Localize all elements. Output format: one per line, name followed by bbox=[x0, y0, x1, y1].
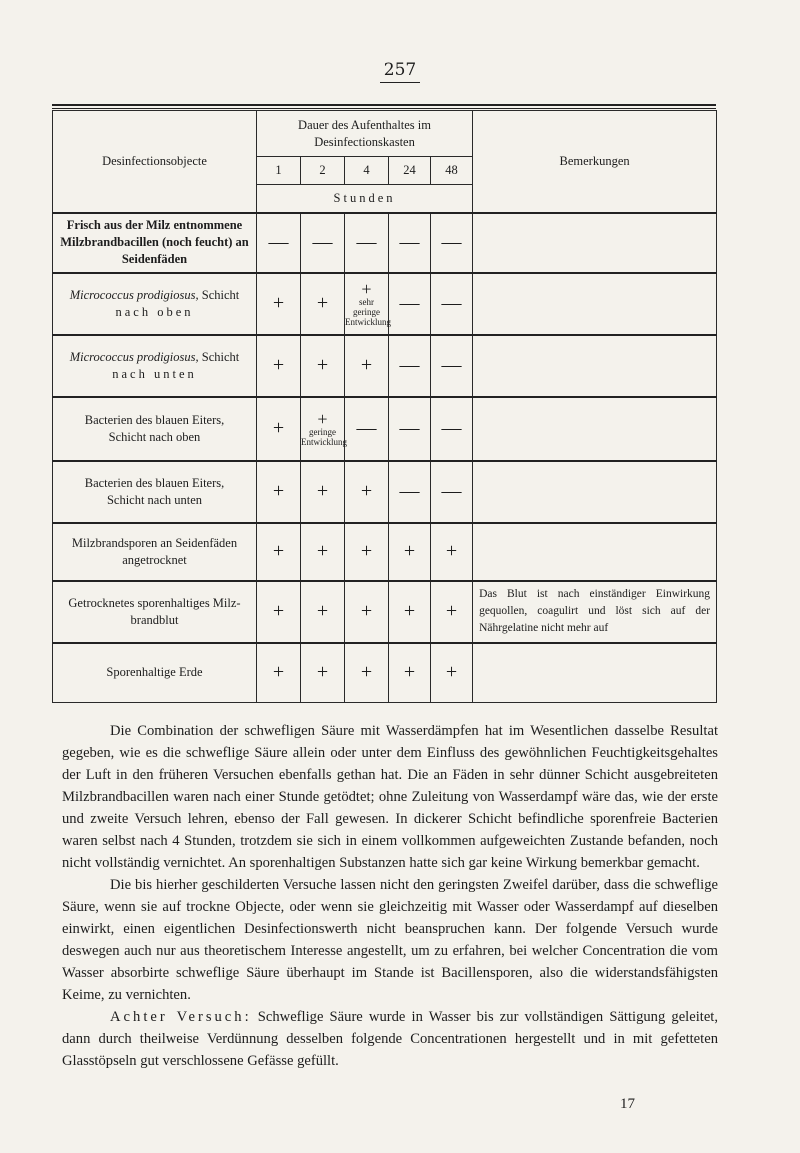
row-remark bbox=[473, 461, 717, 523]
paragraph: Die bis hierher geschilderten Versuche lassen nicht den geringsten Zweifel darüber, dass die schweflige Säure, wenn sie auf trockne Objecte, oder wenn sie gleichzeitig mit Wasser oder Wasserdampf auf dieselben einwirkt, einen eigentlichen Desinfectionswerth nicht beanspruchen kann. Der folgende Versuch wurde deswegen auch nur aus theoretischem Interesse angestellt, um zu erfahren, bei welcher Concentration die vom Wasser absorbirte schweflige Säure überhaupt im Stande ist Bacillensporen, also die widerstandsfähigsten Keime, zu vernichten. bbox=[62, 877, 718, 1003]
table-row bbox=[53, 581, 717, 643]
cell-value: — bbox=[389, 273, 431, 335]
row-remark bbox=[473, 335, 717, 397]
paragraph: Die Combination der schwefligen Säure mit Wasserdämpfen hat im Wesentlichen dasselbe Resultat gegeben, wie es die schweflige Säure allein oder unter dem Einfluss des gewöhnlichen Feuchtigkeitsgehaltes der Luft in den früheren Versuchen ebenfalls gethan hat. Die an Fäden in sehr dünner Schicht ausgebreiteten Milzbrandbacillen waren nach einer Stunde getödtet; ohne Zuleitung von Wasserdampf wäre das, wie der erste und zweite Versuch lehren, ebenso der Fall gewesen. In dickerer Schicht befindliche sporenfreie Bacterien waren selbst nach 4 Stunden, trotzdem sie sich in einem vollkommen aufgeweichten Zustande befanden, noch nicht vollständig vernichtet. An sporenhaltigen Substanzen hatte sich gar keine Wirkung bemerkbar gemacht. bbox=[62, 723, 718, 871]
cell-value: + bbox=[301, 273, 345, 335]
cell-value: — bbox=[389, 397, 431, 461]
cell-value: + bbox=[431, 581, 473, 643]
cell-value: + sehr geringe Entwicklung bbox=[345, 273, 389, 335]
hour-1: 1 bbox=[257, 157, 301, 185]
row-object: Milzbrandsporen an Seidenfäden angetrocknet bbox=[53, 523, 257, 581]
paragraph bbox=[62, 1006, 718, 1072]
cell-value: + bbox=[345, 335, 389, 397]
row-object: Getrocknetes sporenhaltiges Milz- brandblut bbox=[53, 581, 257, 643]
table-row bbox=[53, 643, 717, 703]
cell-value: + bbox=[301, 461, 345, 523]
cell-value: + bbox=[431, 643, 473, 703]
table-row bbox=[53, 523, 717, 581]
cell-value: + bbox=[389, 643, 431, 703]
cell-value: + bbox=[389, 581, 431, 643]
row-remark bbox=[473, 643, 717, 703]
hour-3: 4 bbox=[345, 157, 389, 185]
cell-value: + bbox=[257, 397, 301, 461]
experiment-lead: Achter Versuch: bbox=[110, 1009, 252, 1025]
hour-4: 24 bbox=[389, 157, 431, 185]
cell-value: + bbox=[301, 643, 345, 703]
cell-value: — bbox=[431, 461, 473, 523]
table-row bbox=[53, 397, 717, 461]
table-top-rule bbox=[52, 104, 716, 106]
row-object: Micrococcus prodigiosus, Schicht nach unten bbox=[53, 335, 257, 397]
body-text bbox=[62, 720, 718, 1072]
cell-value: + bbox=[301, 335, 345, 397]
hour-2: 2 bbox=[301, 157, 345, 185]
row-object: Bacterien des blauen Eiters, Schicht nach oben bbox=[53, 397, 257, 461]
header-duration: Dauer des Aufenthaltes im Desinfectionskasten bbox=[257, 111, 473, 157]
cell-value: + bbox=[345, 523, 389, 581]
table-row bbox=[53, 461, 717, 523]
signature-mark: 17 bbox=[620, 1096, 635, 1112]
cell-value: — bbox=[389, 461, 431, 523]
cell-value: + bbox=[257, 643, 301, 703]
cell-value: — bbox=[431, 397, 473, 461]
cell-value: + bbox=[345, 643, 389, 703]
desinfection-table bbox=[52, 110, 717, 703]
table-row bbox=[53, 335, 717, 397]
row-object: Frisch aus der Milz entnommene Milzbrandbacillen (noch feucht) an Seidenfäden bbox=[53, 213, 257, 273]
page-number: 257 bbox=[0, 60, 800, 83]
cell-value: + geringe Entwicklung bbox=[301, 397, 345, 461]
cell-value: + bbox=[345, 581, 389, 643]
cell-value: — bbox=[345, 213, 389, 273]
hours-unit: Stunden bbox=[257, 185, 473, 213]
cell-value: + bbox=[301, 581, 345, 643]
cell-value: + bbox=[257, 335, 301, 397]
header-remarks: Bemerkungen bbox=[473, 111, 717, 213]
cell-value: + bbox=[345, 461, 389, 523]
cell-value: + bbox=[389, 523, 431, 581]
table-top-rule-thin bbox=[52, 108, 716, 109]
cell-value: + bbox=[257, 461, 301, 523]
cell-value: — bbox=[431, 213, 473, 273]
experiment-text: Schweflige Säure wurde in Wasser bis zur vollständigen Sättigung geleitet, dann durch theilweise Verdünnung desselben folgende Concentrationen hergestellt und in mit gefetteten Glasstöpseln gut verschlossene Gefässe gefüllt. bbox=[62, 1009, 718, 1069]
cell-value: — bbox=[389, 213, 431, 273]
row-object: Sporenhaltige Erde bbox=[53, 643, 257, 703]
table-row bbox=[53, 273, 717, 335]
cell-value: — bbox=[257, 213, 301, 273]
row-remark bbox=[473, 213, 717, 273]
cell-value: — bbox=[389, 335, 431, 397]
cell-value: + bbox=[431, 523, 473, 581]
cell-value: + bbox=[257, 581, 301, 643]
cell-value: + bbox=[301, 523, 345, 581]
table-row bbox=[53, 213, 717, 273]
cell-value: + bbox=[257, 273, 301, 335]
row-remark bbox=[473, 523, 717, 581]
hour-5: 48 bbox=[431, 157, 473, 185]
cell-value: — bbox=[301, 213, 345, 273]
cell-value: — bbox=[345, 397, 389, 461]
row-object: Bacterien des blauen Eiters, Schicht nach unten bbox=[53, 461, 257, 523]
row-remark: Das Blut ist nach einständiger Einwirkung gequollen, coagulirt und löst sich auf der Nährgelatine nicht mehr auf bbox=[473, 581, 717, 643]
row-object: Micrococcus prodigiosus, Schicht nach oben bbox=[53, 273, 257, 335]
header-objects: Desinfectionsobjecte bbox=[53, 111, 257, 213]
cell-value: + bbox=[257, 523, 301, 581]
cell-value: — bbox=[431, 273, 473, 335]
cell-value: — bbox=[431, 335, 473, 397]
row-remark bbox=[473, 273, 717, 335]
row-remark bbox=[473, 397, 717, 461]
